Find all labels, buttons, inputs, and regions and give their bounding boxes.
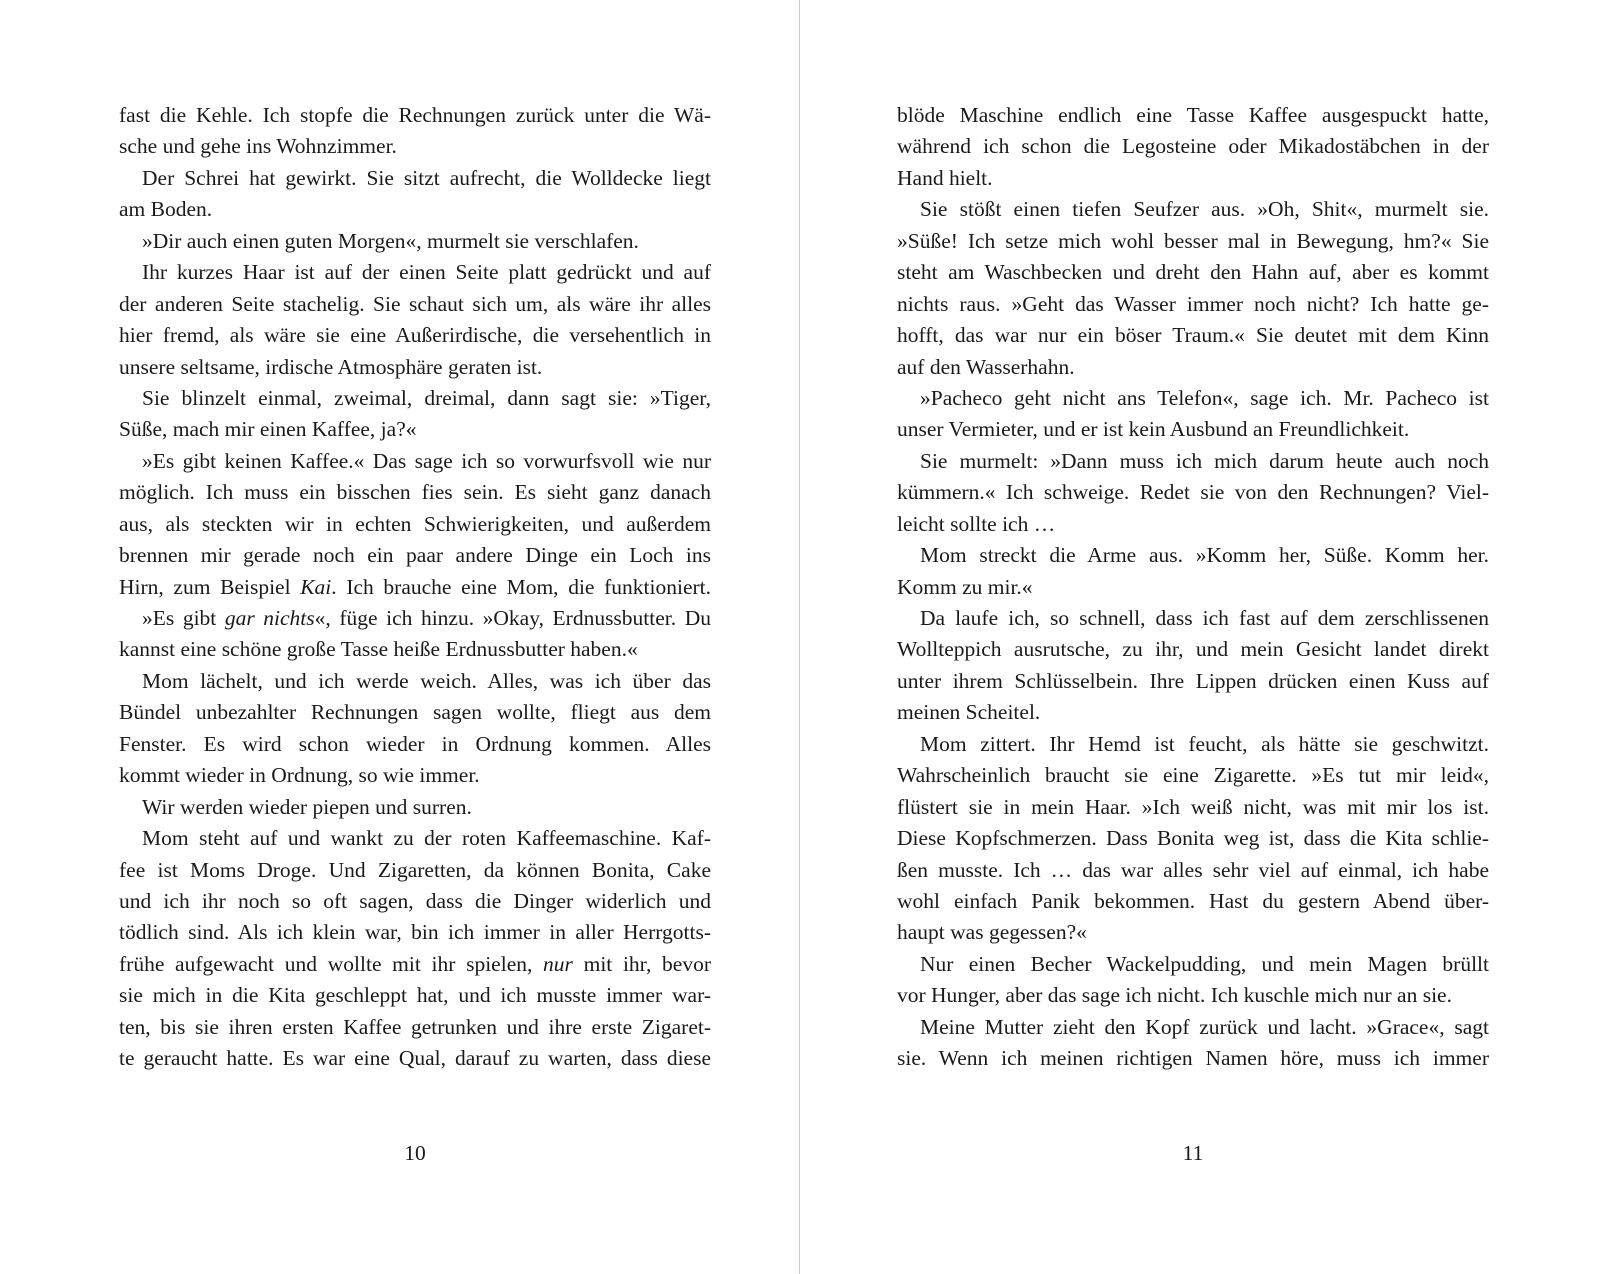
text-line: Wollteppich ausrutsche, zu ihr, und mein Gesicht landet direkt xyxy=(897,637,1489,662)
text-line: »Süße! Ich setze mich wohl besser mal in Bewegung, hm?« Sie xyxy=(897,228,1489,253)
text-line: vor Hunger, aber das sage ich nicht. Ich kuschle mich nur an sie. xyxy=(897,983,1452,1008)
text-line: am Boden. xyxy=(119,197,213,222)
text-line xyxy=(119,603,711,634)
text-line: haupt was gegessen?« xyxy=(897,920,1087,945)
left-page-text xyxy=(119,100,711,1075)
text-line: »Dir auch einen guten Morgen«, murmelt sie verschlafen. xyxy=(142,228,639,253)
text-line: sie mich in die Kita geschleppt hat, und ich musste immer war- xyxy=(119,983,711,1008)
text-line: Bündel unbezahlter Rechnungen sagen wollte, fliegt aus dem xyxy=(119,700,711,725)
text-segment: »Es gibt xyxy=(142,606,225,630)
text-line xyxy=(119,572,711,603)
text-segment: «, füge ich hinzu. »Okay, Erdnussbutter. Du xyxy=(314,606,711,630)
text-line: unser Vermieter, und er ist kein Ausbund an Freundlichkeit. xyxy=(897,417,1410,442)
text-line: fast die Kehle. Ich stopfe die Rechnungen zurück unter die Wä- xyxy=(119,103,711,127)
text-line: fee ist Moms Droge. Und Zigaretten, da können Bonita, Cake xyxy=(119,857,711,882)
text-line: Nur einen Becher Wackelpudding, und mein Magen brüllt xyxy=(920,951,1489,976)
text-line: Wahrscheinlich braucht sie eine Zigarette. »Es tut mir leid«, xyxy=(897,763,1489,788)
text-line: Fenster. Es wird schon wieder in Ordnung kommen. Alles xyxy=(119,731,711,756)
text-line: Sie stößt einen tiefen Seufzer aus. »Oh, Shit«, murmelt sie. xyxy=(920,197,1489,222)
text-segment: frühe aufgewacht und wollte mit ihr spielen, xyxy=(119,951,544,976)
right-page-number: 11 xyxy=(1182,1141,1204,1165)
text-line: te geraucht hatte. Es war eine Qual, darauf zu warten, dass diese xyxy=(119,1046,711,1071)
text-line: hier fremd, als wäre sie eine Außerirdische, die versehentlich in xyxy=(119,323,711,348)
text-line: der anderen Seite stachelig. Sie schaut sich um, als wäre ihr alles xyxy=(119,291,711,316)
left-page-number: 10 xyxy=(404,1141,426,1165)
text-line: tödlich sind. Als ich klein war, bin ich immer in aller Herrgotts- xyxy=(119,920,711,945)
text-line: möglich. Ich muss ein bisschen fies sein. Es sieht ganz danach xyxy=(119,480,711,505)
text-segment: Hirn, zum Beispiel xyxy=(119,574,301,599)
italic-emphasis: gar nichts xyxy=(224,606,315,630)
text-line: meinen Scheitel. xyxy=(897,700,1041,725)
text-line: steht am Waschbecken und dreht den Hahn auf, aber es kommt xyxy=(897,260,1489,285)
text-line xyxy=(119,949,711,980)
page-gutter xyxy=(799,0,800,1274)
text-line: Sie murmelt: »Dann muss ich mich darum heute auch noch xyxy=(920,448,1489,473)
text-line: Mom lächelt, und ich werde weich. Alles, was ich über das xyxy=(142,668,711,693)
text-line: während ich schon die Legosteine oder Mikadostäbchen in der xyxy=(897,134,1489,159)
text-line: kannst eine schöne große Tasse heiße Erdnussbutter haben.« xyxy=(119,637,638,662)
text-line: sie. Wenn ich meinen richtigen Namen höre, muss ich immer xyxy=(897,1046,1489,1071)
text-line: Mom zittert. Ihr Hemd ist feucht, als hätte sie geschwitzt. xyxy=(920,731,1489,756)
text-line: Süße, mach mir einen Kaffee, ja?« xyxy=(119,417,417,442)
text-line: Sie blinzelt einmal, zweimal, dreimal, dann sagt sie: »Tiger, xyxy=(142,385,711,410)
text-line: aus, als steckten wir in echten Schwierigkeiten, und außerdem xyxy=(119,511,711,536)
text-line: Der Schrei hat gewirkt. Sie sitzt aufrecht, die Wolldecke liegt xyxy=(142,165,711,190)
text-line: flüstert sie in mein Haar. »Ich weiß nicht, was mit mir los ist. xyxy=(897,794,1489,819)
text-line: Mom streckt die Arme aus. »Komm her, Süße. Komm her. xyxy=(920,543,1489,568)
text-line: blöde Maschine endlich eine Tasse Kaffee ausgespuckt hatte, xyxy=(897,103,1489,127)
text-line: unter ihrem Schlüsselbein. Ihre Lippen drücken einen Kuss auf xyxy=(897,668,1489,693)
text-line: kommt wieder in Ordnung, so wie immer. xyxy=(119,763,480,788)
italic-emphasis: nur xyxy=(543,951,573,976)
text-line: sche und gehe ins Wohnzimmer. xyxy=(119,134,397,159)
text-line: Hand hielt. xyxy=(897,165,993,190)
text-segment: mit ihr, bevor xyxy=(572,951,711,976)
text-line: brennen mir gerade noch ein paar andere Dinge ein Loch ins xyxy=(119,543,711,568)
text-line: Komm zu mir.« xyxy=(897,574,1033,599)
text-line: Meine Mutter zieht den Kopf zurück und lacht. »Grace«, sagt xyxy=(920,1014,1489,1039)
text-line: und ich ihr noch so oft sagen, dass die Dinger widerlich und xyxy=(119,888,711,913)
text-line: hofft, das war nur ein böser Traum.« Sie deutet mit dem Kinn xyxy=(897,323,1489,348)
right-page-text xyxy=(897,100,1489,1075)
text-line: auf den Wasserhahn. xyxy=(897,354,1075,379)
text-line: Diese Kopfschmerzen. Dass Bonita weg ist, dass die Kita schlie- xyxy=(897,826,1489,851)
text-line: leicht sollte ich … xyxy=(897,511,1056,536)
text-line: ßen musste. Ich … das war alles sehr viel auf einmal, ich habe xyxy=(897,857,1489,882)
text-line: kümmern.« Ich schweige. Redet sie von den Rechnungen? Viel- xyxy=(897,480,1489,505)
text-line: wohl einfach Panik bekommen. Hast du gestern Abend über- xyxy=(897,888,1489,913)
text-line: »Es gibt keinen Kaffee.« Das sage ich so vorwurfsvoll wie nur xyxy=(142,448,711,473)
text-line: Wir werden wieder piepen und surren. xyxy=(142,794,472,819)
text-line: ten, bis sie ihren ersten Kaffee getrunken und ihre erste Zigaret- xyxy=(119,1014,711,1039)
text-line: Mom steht auf und wankt zu der roten Kaffeemaschine. Kaf- xyxy=(142,826,711,851)
italic-emphasis: Kai xyxy=(300,574,332,599)
text-line: unsere seltsame, irdische Atmosphäre geraten ist. xyxy=(119,354,543,379)
text-line: Ihr kurzes Haar ist auf der einen Seite platt gedrückt und auf xyxy=(142,260,711,285)
text-segment: . Ich brauche eine Mom, die funktioniert. xyxy=(331,574,711,599)
text-line: nichts raus. »Geht das Wasser immer noch nicht? Ich hatte ge- xyxy=(897,291,1489,316)
text-line: Da laufe ich, so schnell, dass ich fast auf dem zerschlissenen xyxy=(920,606,1489,630)
text-line: »Pacheco geht nicht ans Telefon«, sage ich. Mr. Pacheco ist xyxy=(920,385,1489,410)
